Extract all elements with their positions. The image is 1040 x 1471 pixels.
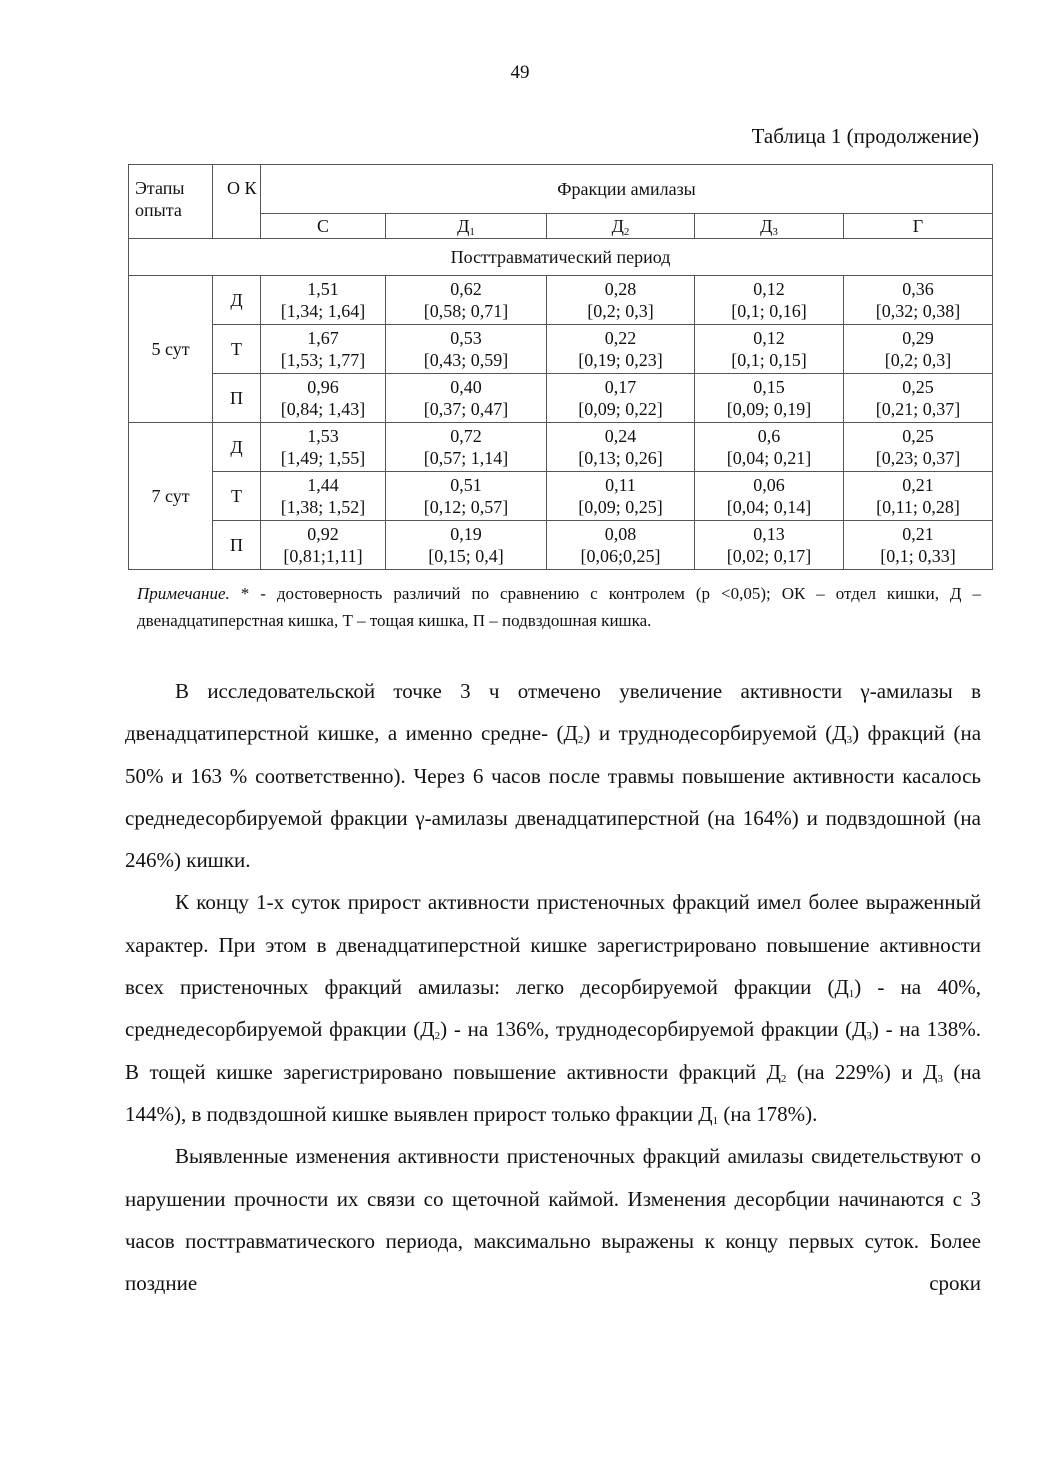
ok-cell: Д xyxy=(213,276,261,325)
note-text: * - достоверность различий по сравнению с контролем (р <0,05); ОК – отдел кишки, Д – двенадцатиперстная кишка, Т – тощая кишка, П – подвздошная кишка. xyxy=(137,584,981,630)
value-cell: 1,51 [1,34; 1,64] xyxy=(261,276,386,325)
value-cell: 0,92 [0,81;1,11] xyxy=(261,521,386,570)
value-cell: 0,40 [0,37; 0,47] xyxy=(386,374,547,423)
value-cell: 1,67 [1,53; 1,77] xyxy=(261,325,386,374)
ok-cell: П xyxy=(213,374,261,423)
value-cell: 0,51 [0,12; 0,57] xyxy=(386,472,547,521)
value-cell: 0,24 [0,13; 0,26] xyxy=(547,423,695,472)
value-cell: 0,08 [0,06;0,25] xyxy=(547,521,695,570)
period-label: Посттравматический период xyxy=(129,239,993,276)
note-label: Примечание. xyxy=(137,584,230,603)
table-row xyxy=(129,521,993,570)
value-cell: 0,6 [0,04; 0,21] xyxy=(695,423,844,472)
ok-cell: Т xyxy=(213,472,261,521)
value-cell: 0,72 [0,57; 1,14] xyxy=(386,423,547,472)
value-cell: 0,28 [0,2; 0,3] xyxy=(547,276,695,325)
value-cell: 0,11 [0,09; 0,25] xyxy=(547,472,695,521)
paragraph: К концу 1-х суток прирост активности пристеночных фракций имел более выраженный характер. При этом в двенадцатиперстной кишке зарегистрировано повышение активности всех пристеночных фракций амилазы: легко десорбируемой фракции $(Д_1)$ - на 40%, среднедесорбируемой фракции $(Д_2)$ - на 136%, труднодесорбируемой фракции $(Д_3)$ - на 138%. В тощей кишке зарегистрировано повышение активности фракций $Д_2$ (на 229%) и $Д_3$ (на 144%), в подвздошной кишке выявлен прирост только фракции $Д_1$ (на 178%). xyxy=(125,890,982,1127)
value-cell: 0,96 [0,84; 1,43] xyxy=(261,374,386,423)
value-cell: 1,44 [1,38; 1,52] xyxy=(261,472,386,521)
value-cell: 0,22 [0,19; 0,23] xyxy=(547,325,695,374)
value-cell: 0,12 [0,1; 0,16] xyxy=(695,276,844,325)
ok-cell: Д xyxy=(213,423,261,472)
table-note xyxy=(137,580,981,634)
value-cell: 1,53 [1,49; 1,55] xyxy=(261,423,386,472)
value-cell: 0,29 [0,2; 0,3] xyxy=(844,325,993,374)
value-cell: 0,13 [0,02; 0,17] xyxy=(695,521,844,570)
value-cell: 0,25 [0,21; 0,37] xyxy=(844,374,993,423)
header-stage: Этапы опыта xyxy=(129,165,213,239)
amylase-table xyxy=(128,164,993,570)
header-ok: О К xyxy=(213,165,261,239)
table-row xyxy=(129,325,993,374)
stage-cell: 5 сут xyxy=(129,276,213,423)
paragraph: В исследовательской точке 3 ч отмечено увеличение активности γ-амилазы в двенадцатиперстной кишке, а именно средне- $(Д_2)$ и труднодесорбируемой $(Д_3)$ фракций (на 50% и 163 % соответственно). Через 6 часов после травмы повышение активности касалось среднедесорбируемой фракции γ-амилазы двенадцатиперстной (на 164%) и подвздошной (на 246%) кишки. xyxy=(125,679,982,873)
ok-cell: Т xyxy=(213,325,261,374)
table-row xyxy=(129,423,993,472)
page-number: 49 xyxy=(510,62,530,83)
value-cell: 0,12 [0,1; 0,15] xyxy=(695,325,844,374)
header-fractions: Фракции амилазы xyxy=(261,165,993,214)
value-cell: 0,21 [0,1; 0,33] xyxy=(844,521,993,570)
table-row xyxy=(129,276,993,325)
body-text xyxy=(125,670,981,1304)
table-caption: Таблица 1 (продолжение) xyxy=(751,124,979,148)
table-row xyxy=(129,374,993,423)
fraction-header: С xyxy=(261,214,386,239)
value-cell: 0,19 [0,15; 0,4] xyxy=(386,521,547,570)
value-cell: 0,62 [0,58; 0,71] xyxy=(386,276,547,325)
value-cell: 0,15 [0,09; 0,19] xyxy=(695,374,844,423)
paragraph: Выявленные изменения активности пристеночных фракций амилазы свидетельствуют о нарушении прочности их связи со щеточной каймой. Изменения десорбции начинаются с 3 часов посттравматического периода, максимально выражены к концу первых суток. Более поздние сроки xyxy=(125,1144,981,1296)
stage-cell: 7 сут xyxy=(129,423,213,570)
fraction-header: $Д_2$ xyxy=(547,214,695,239)
fraction-header: Г xyxy=(844,214,993,239)
value-cell: 0,21 [0,11; 0,28] xyxy=(844,472,993,521)
value-cell: 0,53 [0,43; 0,59] xyxy=(386,325,547,374)
value-cell: 0,17 [0,09; 0,22] xyxy=(547,374,695,423)
value-cell: 0,06 [0,04; 0,14] xyxy=(695,472,844,521)
table-row xyxy=(129,472,993,521)
fraction-header: $Д_3$ xyxy=(695,214,844,239)
value-cell: 0,36 [0,32; 0,38] xyxy=(844,276,993,325)
value-cell: 0,25 [0,23; 0,37] xyxy=(844,423,993,472)
fraction-header: $Д_1$ xyxy=(386,214,547,239)
ok-cell: П xyxy=(213,521,261,570)
